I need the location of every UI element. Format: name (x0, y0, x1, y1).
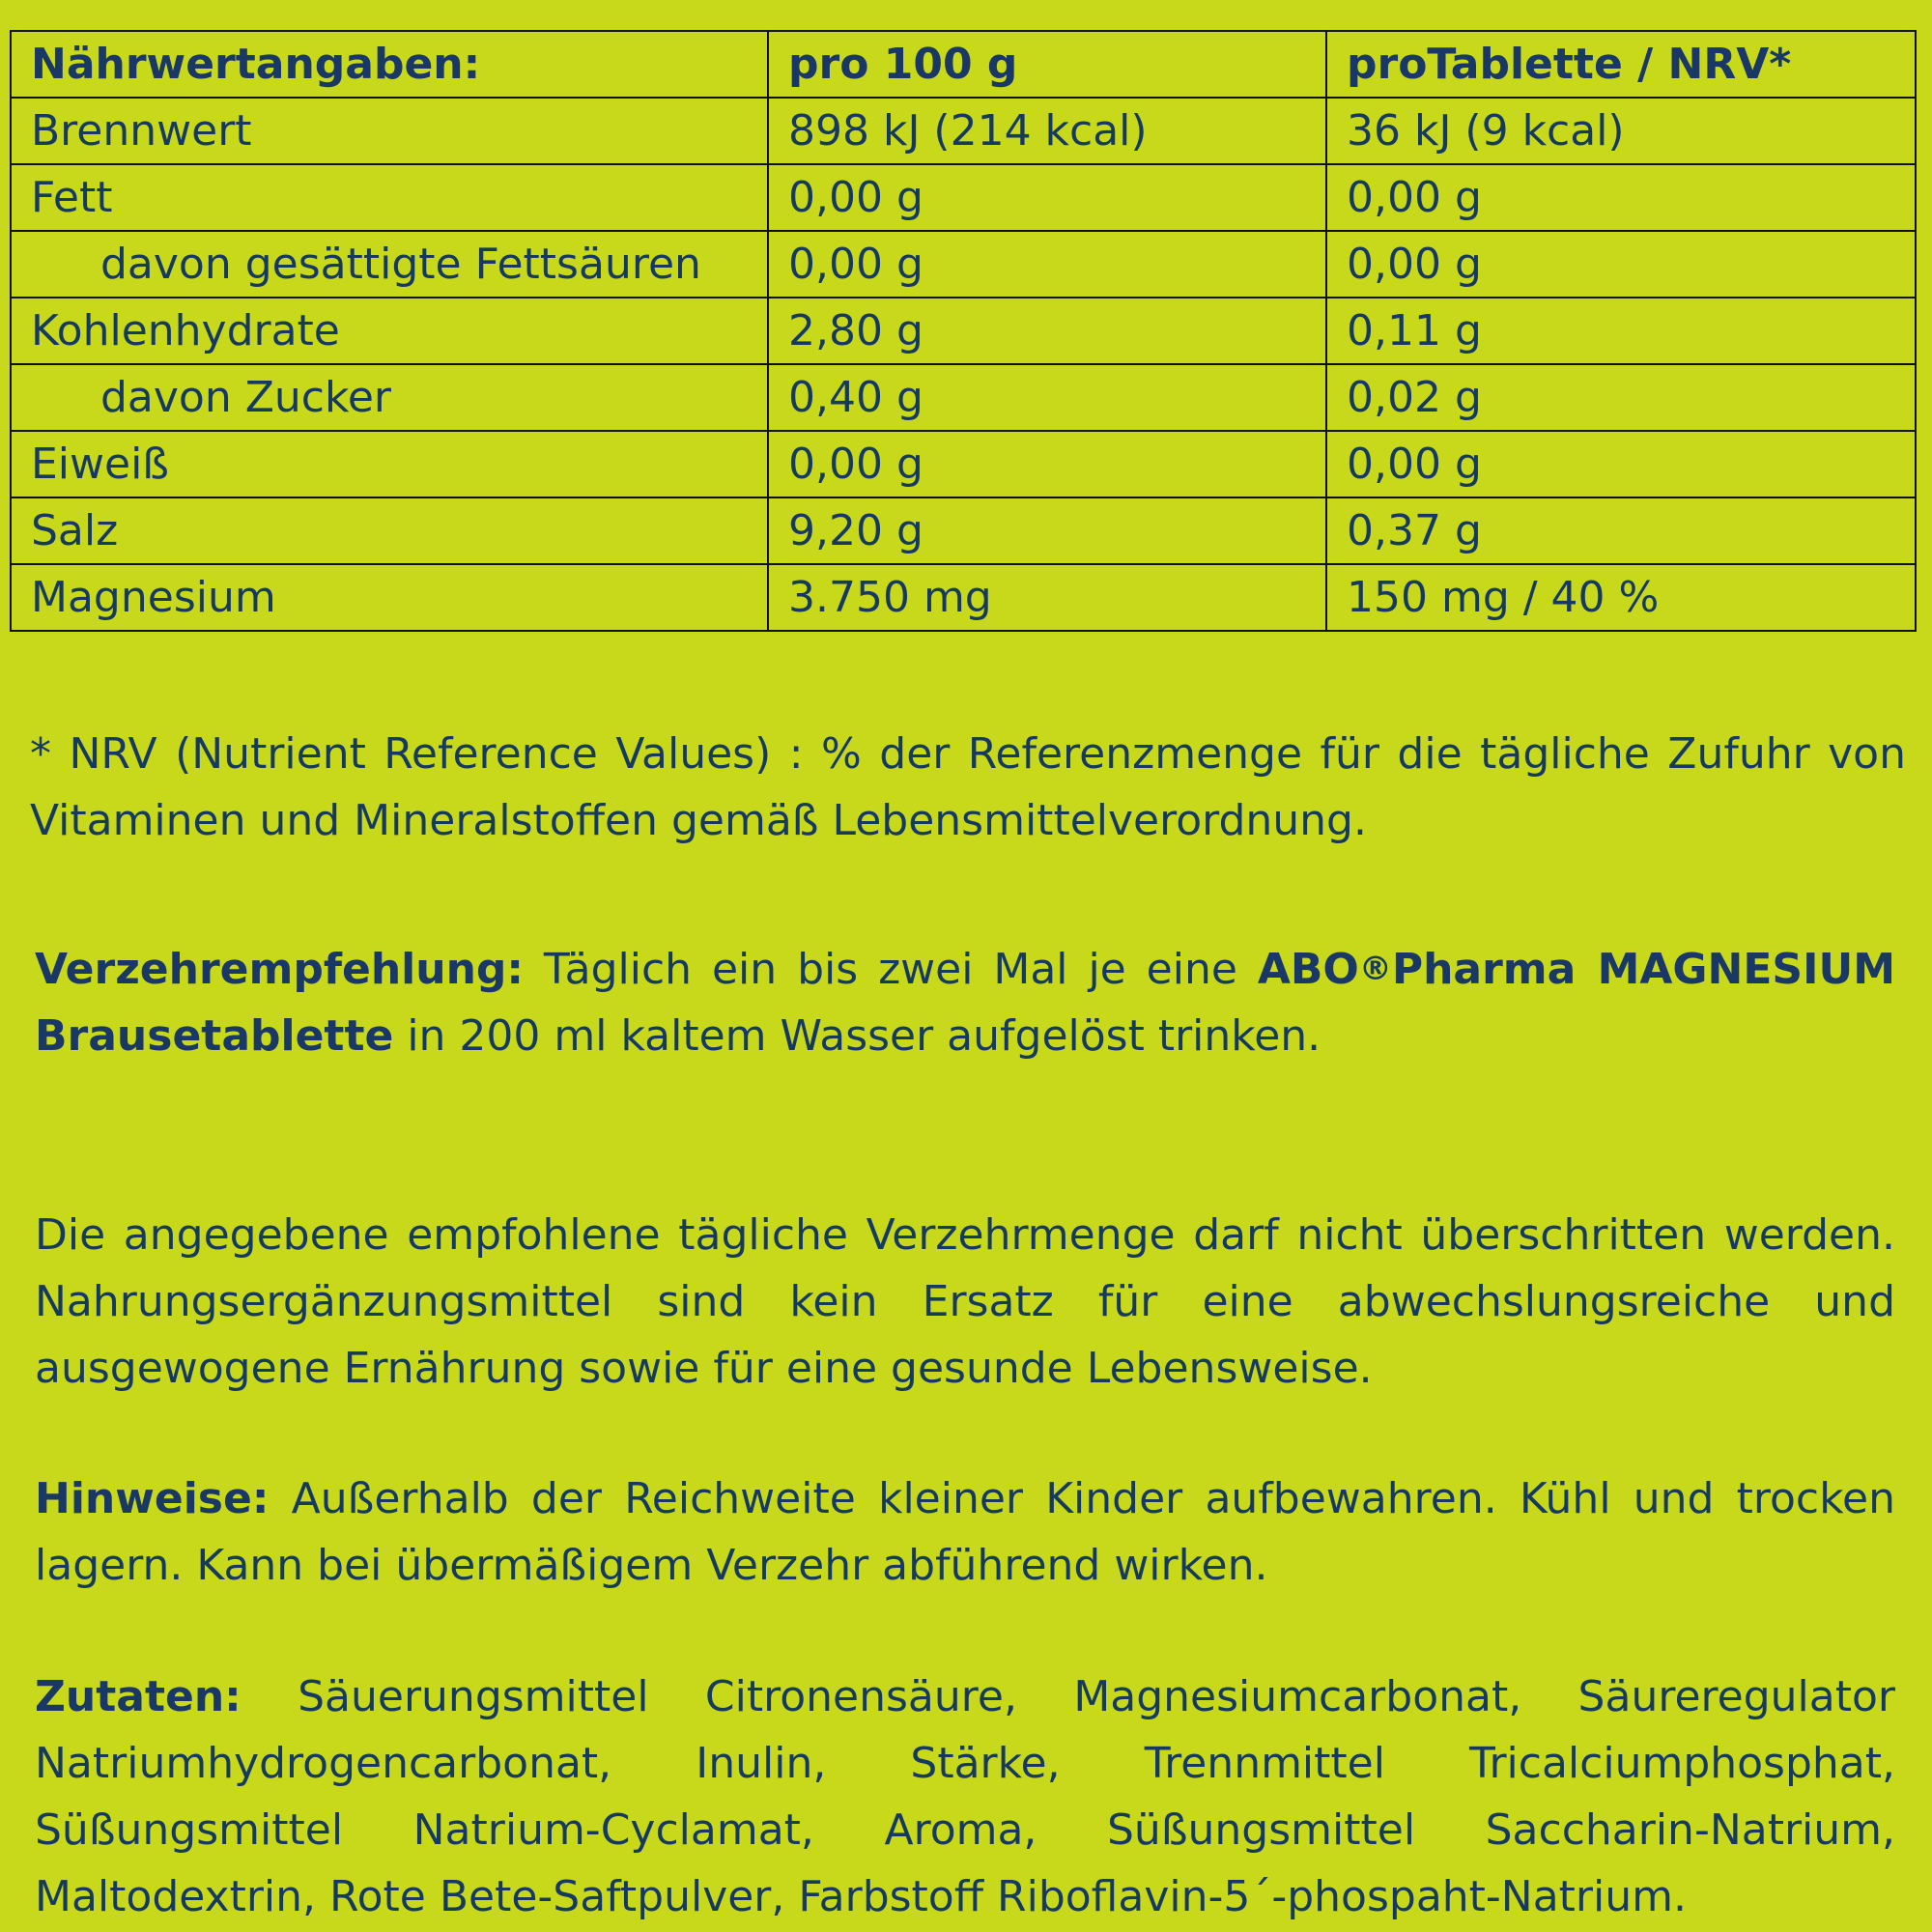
per-100g-cell: 9,20 g (768, 497, 1326, 564)
ingredients-line: Süßungsmittel Natrium-Cyclamat, Aroma, Süßungsmittel Saccharin-Natrium, (35, 1805, 1895, 1855)
per-100g-cell: 0,40 g (768, 364, 1326, 431)
per-tablet-cell: 0,11 g (1326, 298, 1916, 364)
product-name: Pharma MAGNESIUM Brausetablette (35, 945, 1896, 1061)
per-100g-cell: 0,00 g (768, 164, 1326, 231)
per-tablet-cell: 0,00 g (1326, 164, 1916, 231)
table-row (11, 231, 1916, 298)
nrv-footnote: * NRV (Nutrient Reference Values) : % der Referenzmenge für die tägliche Zufuhr von Vitaminen und Mineralstoffen gemäß Lebensmittelverordnung. (30, 729, 1906, 845)
ingredients-line: Natriumhydrogencarbonat, Inulin, Stärke, Trennmittel Tricalciumphosphat, (35, 1739, 1895, 1788)
nutrient-name-cell: davon Zucker (11, 364, 768, 431)
table-row (11, 164, 1916, 231)
dosage-label: Verzehrempfehlung: (35, 945, 524, 994)
table-row (11, 564, 1916, 631)
nutrient-name-cell: Fett (11, 164, 768, 231)
ingredients-line: Maltodextrin, Rote Bete-Saftpulver, Farbstoff Riboflavin-5´-phospaht-Natrium. (35, 1872, 1687, 1921)
table-row (11, 98, 1916, 164)
nutrition-table (10, 30, 1917, 632)
per-100g-cell: 898 kJ (214 kcal) (768, 98, 1326, 164)
nutrient-name-cell: Eiweiß (11, 431, 768, 497)
dosage-text-1: Täglich ein bis zwei Mal je eine (523, 945, 1258, 994)
notes-paragraph (35, 1465, 1895, 1599)
nutrient-name-cell: Magnesium (11, 564, 768, 631)
table-row (11, 497, 1916, 564)
nutrient-name-cell: Brennwert (11, 98, 768, 164)
table-header-row (11, 31, 1916, 98)
per-tablet-cell: 0,37 g (1326, 497, 1916, 564)
per-tablet-cell: 36 kJ (9 kcal) (1326, 98, 1916, 164)
per-100g-cell: 2,80 g (768, 298, 1326, 364)
product-name-brand: ABO (1257, 945, 1359, 994)
header-nutrient: Nährwertangaben: (11, 31, 768, 98)
intake-warning: Die angegebene empfohlene tägliche Verzehrmenge darf nicht überschritten werden. Nahrungsergänzungsmittel sind kein Ersatz für eine abwechslungsreiche und ausgewogene Ernährung sowie für eine gesunde Lebensweise. (35, 1210, 1895, 1393)
nutrient-name-cell: davon gesättigte Fettsäuren (11, 231, 768, 298)
per-tablet-cell: 0,02 g (1326, 364, 1916, 431)
registered-mark: ® (1358, 950, 1392, 988)
per-tablet-cell: 0,00 g (1326, 231, 1916, 298)
notes-label: Hinweise: (35, 1474, 270, 1523)
ingredients-text-1: Säuerungsmittel Citronensäure, Magnesiumcarbonat, Säureregulator (241, 1672, 1895, 1721)
nutrient-name-cell: Salz (11, 497, 768, 564)
dosage-recommendation (35, 936, 1895, 1069)
header-per-100g: pro 100 g (768, 31, 1326, 98)
per-tablet-cell: 150 mg / 40 % (1326, 564, 1916, 631)
ingredients-label: Zutaten: (35, 1672, 242, 1721)
ingredients-line (35, 1663, 1895, 1730)
ingredients-paragraph (35, 1663, 1895, 1930)
notes-text: Außerhalb der Reichweite kleiner Kinder aufbewahren. Kühl und trocken lagern. Kann bei übermäßigem Verzehr abführend wirken. (35, 1474, 1895, 1590)
table-row (11, 298, 1916, 364)
per-100g-cell: 3.750 mg (768, 564, 1326, 631)
per-tablet-cell: 0,00 g (1326, 431, 1916, 497)
table-row (11, 431, 1916, 497)
dosage-text-2: in 200 ml kaltem Wasser aufgelöst trinken. (393, 1011, 1321, 1061)
header-per-tablet: proTablette / NRV* (1326, 31, 1916, 98)
per-100g-cell: 0,00 g (768, 231, 1326, 298)
table-row (11, 364, 1916, 431)
per-100g-cell: 0,00 g (768, 431, 1326, 497)
nutrient-name-cell: Kohlenhydrate (11, 298, 768, 364)
